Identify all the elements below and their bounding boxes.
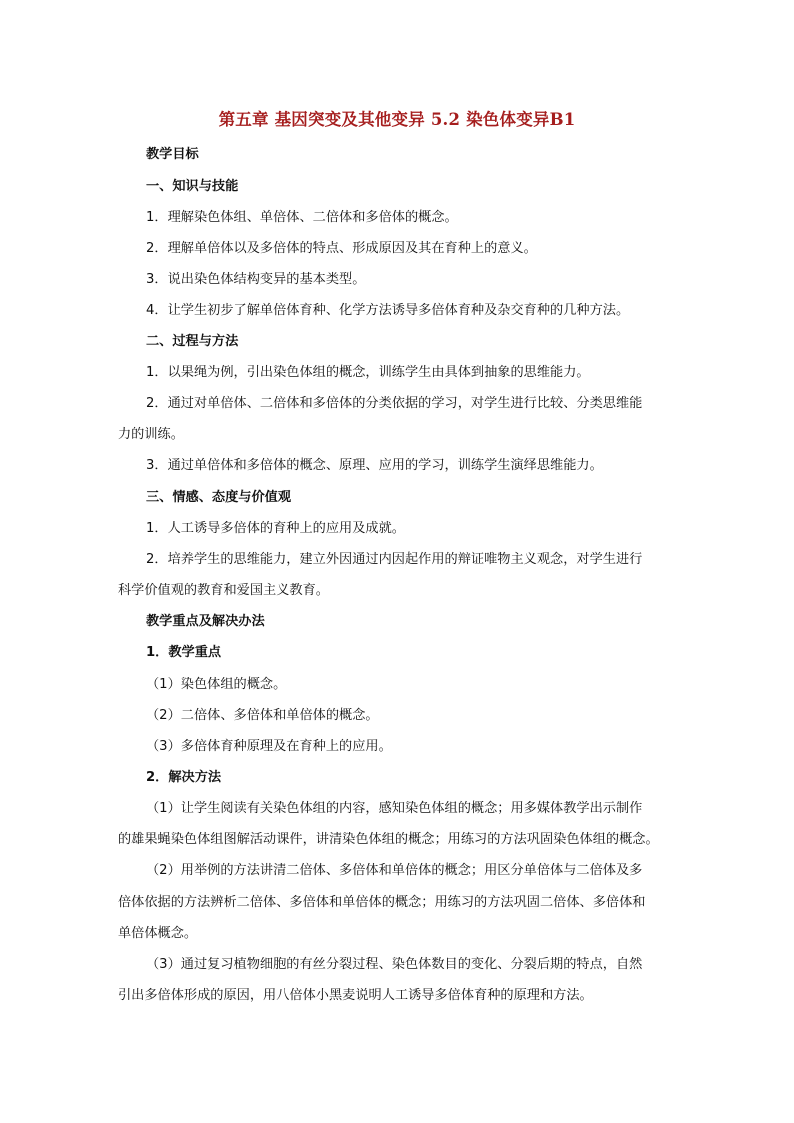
paragraph-line: 单倍体概念。 (118, 926, 198, 941)
paragraph-line: 倍体依据的方法辨析二倍体、多倍体和单倍体的概念；用练习的方法巩固二倍体、多倍体和 (118, 895, 646, 910)
paragraph-line: 1．人工诱导多倍体的育种上的应用及成就。 (146, 521, 405, 536)
heading-emotion-values: 三、情感、态度与价值观 (146, 490, 292, 505)
paragraph-line: 2．通过对单倍体、二倍体和多倍体的分类依据的学习，对学生进行比较、分类思维能 (146, 396, 643, 411)
heading-knowledge-skills: 一、知识与技能 (146, 179, 239, 194)
heading-teaching-objectives: 教学目标 (146, 147, 199, 162)
paragraph-line: 2．理解单倍体以及多倍体的特点、形成原因及其在育种上的意义。 (146, 241, 537, 256)
paragraph-line: 3．通过单倍体和多倍体的概念、原理、应用的学习，训练学生演绎思维能力。 (146, 458, 603, 473)
heading-process-methods: 二、过程与方法 (146, 334, 239, 349)
heading-key-points-solutions: 教学重点及解决办法 (146, 614, 265, 629)
paragraph-line: （3）通过复习植物细胞的有丝分裂过程、染色体数目的变化、分裂后期的特点，自然 (146, 957, 643, 972)
paragraph-line: 3．说出染色体结构变异的基本类型。 (146, 272, 366, 287)
heading-key-points: 1．教学重点 (146, 645, 222, 660)
paragraph-line: 1．理解染色体组、单倍体、二倍体和多倍体的概念。 (146, 210, 458, 225)
heading-solutions: 2．解决方法 (146, 770, 222, 785)
paragraph-line: 4．让学生初步了解单倍体育种、化学方法诱导多倍体育种及杂交育种的几种方法。 (146, 303, 630, 318)
list-item: （1）染色体组的概念。 (146, 677, 287, 692)
paragraph-line: 力的训练。 (118, 427, 184, 442)
paragraph-line: （1）让学生阅读有关染色体组的内容，感知染色体组的概念；用多媒体教学出示制作 (146, 801, 643, 816)
paragraph-line: （2）用举例的方法讲清二倍体、多倍体和单倍体的概念；用区分单倍体与二倍体及多 (146, 863, 643, 878)
paragraph-line: 的雄果蝇染色体组图解活动课件，讲清染色体组的概念；用练习的方法巩固染色体组的概念。 (118, 832, 659, 847)
paragraph-line: 引出多倍体形成的原因，用八倍体小黑麦说明人工诱导多倍体育种的原理和方法。 (118, 988, 593, 1003)
paragraph-line: 2．培养学生的思维能力，建立外因通过内因起作用的辩证唯物主义观念，对学生进行 (146, 552, 643, 567)
list-item: （3）多倍体育种原理及在育种上的应用。 (146, 739, 392, 754)
paragraph-line: 科学价值观的教育和爱国主义教育。 (118, 583, 329, 598)
list-item: （2）二倍体、多倍体和单倍体的概念。 (146, 708, 379, 723)
document-title: 第五章 基因突变及其他变异 5.2 染色体变异B1 (218, 110, 576, 129)
paragraph-line: 1．以果绳为例，引出染色体组的概念，训练学生由具体到抽象的思维能力。 (146, 365, 590, 380)
